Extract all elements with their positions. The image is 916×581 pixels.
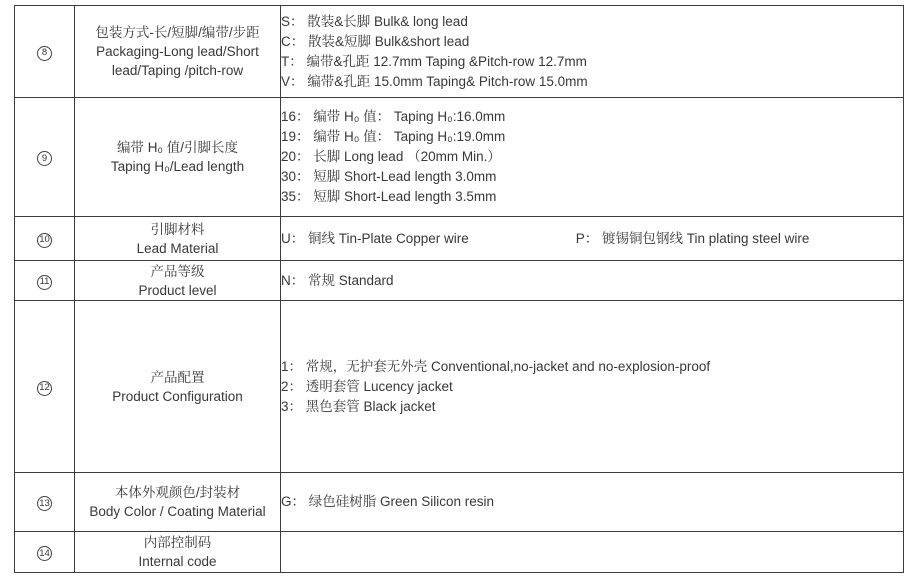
circled-number: 13 [37, 496, 52, 511]
values-cell [281, 98, 904, 217]
value-line: V： 编带&孔距 15.0mm Taping& Pitch-row 15.0mm [281, 73, 588, 89]
circled-number: 14 [37, 546, 52, 561]
values-cell [281, 261, 904, 301]
row-number-cell [15, 6, 75, 98]
value-line: 35： 短脚 Short-Lead length 3.5mm [281, 189, 497, 204]
value-line: 2： 透明套管 Lucency jacket [281, 378, 453, 394]
row-number-cell [15, 261, 75, 301]
circled-number: 10 [37, 233, 52, 248]
description-en: Product level [138, 282, 217, 298]
circled-number: 12 [37, 381, 52, 396]
values-cell [281, 532, 904, 573]
description-cell [75, 301, 281, 473]
value-line: G： 绿色硅树脂 Green Silicon resin [281, 494, 495, 509]
ordering-code-table [14, 5, 904, 573]
values-cell [281, 301, 904, 473]
row-number-cell [15, 98, 75, 217]
row-number-cell [15, 532, 75, 573]
circled-number: 11 [37, 275, 52, 290]
description-cell [75, 261, 281, 301]
table-row [15, 473, 904, 532]
row-number-cell [15, 301, 75, 473]
description-zh: 编带 H₀ 值/引脚长度 [116, 140, 239, 155]
value-item: U： 铜线 Tin-Plate Copper wire [281, 230, 469, 246]
table-row [15, 217, 904, 261]
circled-number: 9 [37, 151, 52, 166]
table-row [15, 98, 904, 217]
value-line: 20： 长脚 Long lead （20mm Min.） [281, 149, 501, 164]
description-en: Body Color / Coating Material [89, 504, 266, 519]
values-cell [281, 217, 904, 261]
description-cell [75, 473, 281, 532]
description-zh: 引脚材料 [150, 221, 205, 237]
description-cell [75, 98, 281, 217]
value-line: C： 散装&短脚 Bulk&short lead [281, 33, 470, 49]
description-en: Product Configuration [112, 388, 243, 404]
table-row [15, 301, 904, 473]
table-row [15, 261, 904, 301]
description-cell [75, 217, 281, 261]
value-line: 16： 编带 H₀ 值： Taping H₀:16.0mm [281, 109, 506, 124]
description-en: Packaging-Long lead/Short lead/Taping /pitch-row [96, 44, 259, 78]
value-line: 1： 常规，无护套无外壳 Conventional,no-jacket and no-explosion-proof [281, 358, 711, 374]
value-line: 30： 短脚 Short-Lead length 3.0mm [281, 169, 497, 184]
description-en: Lead Material [136, 240, 219, 256]
value-line: 3： 黑色套管 Black jacket [281, 398, 436, 414]
description-zh: 本体外观颜色/封装材 [114, 485, 241, 500]
row-number-cell [15, 217, 75, 261]
value-line: S： 散装&长脚 Bulk& long lead [281, 13, 468, 29]
table-row [15, 532, 904, 573]
spec-table [14, 5, 904, 573]
description-cell [75, 532, 281, 573]
description-en: Taping H₀/Lead length [110, 159, 245, 174]
description-en: Internal code [138, 554, 217, 569]
description-zh: 包装方式-长/短脚/编带/步距 [95, 25, 260, 40]
value-item: P： 镀锡铜包钢线 Tin plating steel wire [575, 230, 810, 246]
circled-number: 8 [37, 46, 52, 61]
row-number-cell [15, 473, 75, 532]
value-line: 19： 编带 H₀ 值： Taping H₀:19.0mm [281, 129, 506, 144]
description-cell [75, 6, 281, 98]
values-cell [281, 473, 904, 532]
values-cell [281, 6, 904, 98]
description-zh: 产品等级 [150, 263, 205, 279]
description-zh: 产品配置 [150, 369, 205, 385]
table-row [15, 6, 904, 98]
value-line [281, 229, 903, 249]
description-zh: 内部控制码 [143, 535, 212, 550]
value-line: T： 编带&孔距 12.7mm Taping &Pitch-row 12.7mm [281, 53, 587, 69]
value-line: N： 常规 Standard [281, 272, 394, 288]
